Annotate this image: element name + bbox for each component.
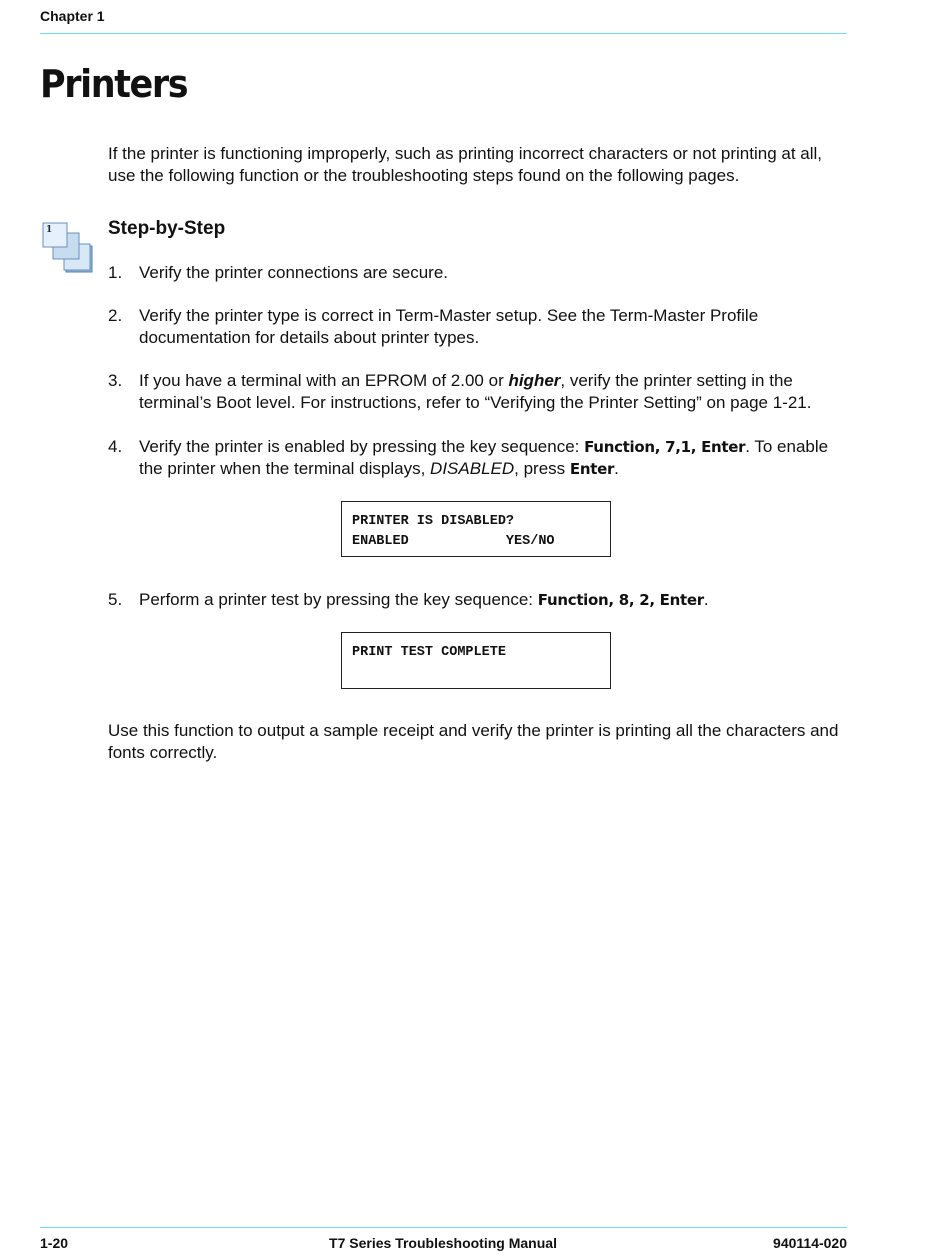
chapter-label: Chapter 1 <box>40 8 105 24</box>
step-by-step-icon <box>40 220 96 276</box>
key-enter: Enter <box>569 460 615 478</box>
key-sequence: Function, 8, 2, Enter <box>537 591 704 609</box>
step-3 <box>108 370 848 414</box>
document-number: 940114-020 <box>773 1235 847 1251</box>
step-4 <box>108 436 848 480</box>
step-1 <box>108 262 848 284</box>
step-number: 2. <box>108 306 123 325</box>
step-text: Verify the printer connections are secure. <box>139 263 448 282</box>
step-number: 4. <box>108 437 123 456</box>
emphasis-disabled: DISABLED <box>430 459 515 478</box>
step-number: 5. <box>108 590 123 609</box>
step-5 <box>108 589 848 611</box>
page-number: 1-20 <box>40 1235 69 1251</box>
terminal-display-test <box>341 632 611 689</box>
emphasis-higher: higher <box>508 371 561 390</box>
footer-rule <box>40 1227 847 1228</box>
display-line-2: ENABLED YES/NO <box>352 534 555 549</box>
key-sequence: Function, 7,1, Enter <box>584 438 746 456</box>
svg-text:1: 1 <box>46 225 53 235</box>
page-title: Printers <box>40 62 188 106</box>
outro-paragraph: Use this function to output a sample receipt and verify the printer is printing all the characters and fonts correctly. <box>108 721 839 762</box>
step-2 <box>108 305 848 349</box>
step-text: If you have a terminal with an EPROM of 2.00 or higher, verify the printer setting in the terminal’s Boot level. For instructions, refer to “Verifying the Printer Setting” on page 1-21. <box>139 371 812 412</box>
manual-title: T7 Series Troubleshooting Manual <box>329 1235 557 1251</box>
display-line-1: PRINT TEST COMPLETE <box>352 645 506 660</box>
section-heading: Step-by-Step <box>108 218 226 239</box>
step-text: Verify the printer is enabled by pressing the key sequence: Function, 7,1, Enter. To enable the printer when the terminal displays, DISABLED, press Enter. <box>139 437 829 478</box>
step-number: 3. <box>108 371 123 390</box>
intro-paragraph: If the printer is functioning improperly, such as printing incorrect characters or not printing at all, use the following function or the troubleshooting steps found on the following pages. <box>108 144 823 185</box>
step-text: Perform a printer test by pressing the key sequence: Function, 8, 2, Enter. <box>139 590 709 609</box>
header-rule <box>40 33 847 34</box>
step-number: 1. <box>108 263 123 282</box>
terminal-display-disabled <box>341 501 611 557</box>
step-text: Verify the printer type is correct in Term-Master setup. See the Term-Master Profile documentation for details about printer types. <box>139 306 759 347</box>
display-line-1: PRINTER IS DISABLED? <box>352 514 515 529</box>
